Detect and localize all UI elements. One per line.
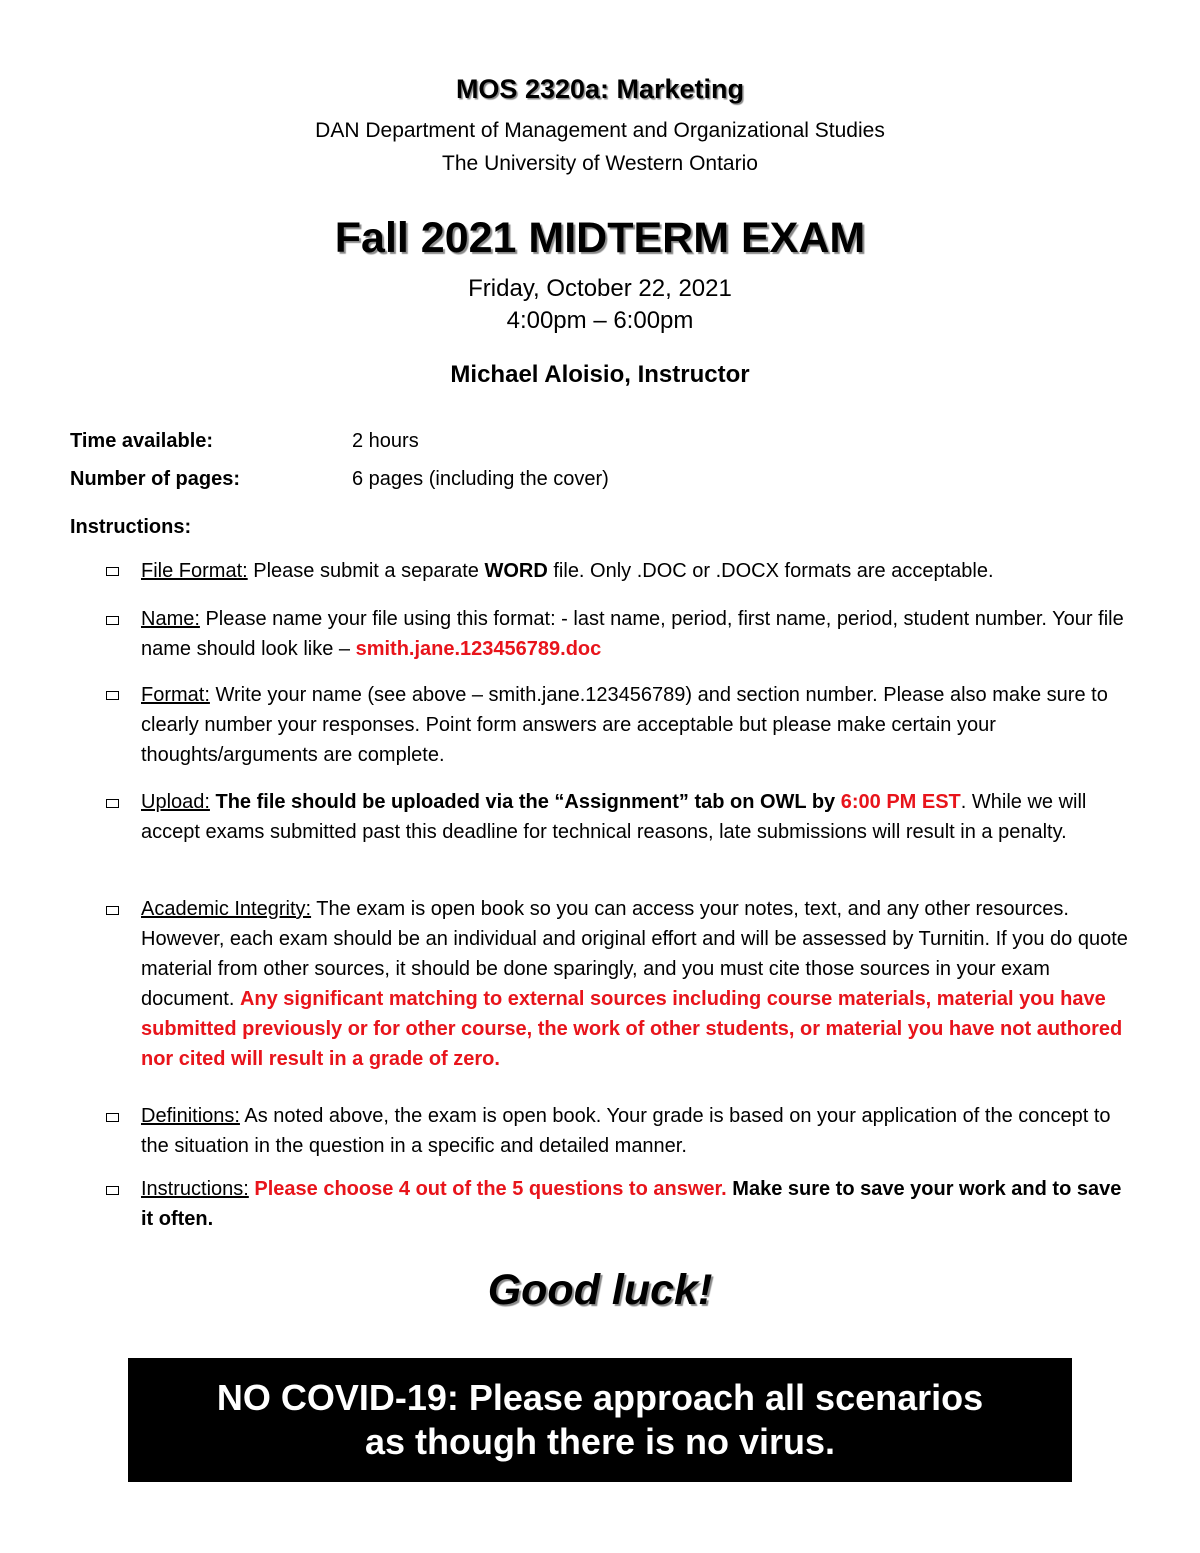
- exam-date: Friday, October 22, 2021: [468, 275, 732, 302]
- item-label: Upload:: [141, 791, 210, 813]
- checkbox-bullet-icon: [106, 1186, 119, 1195]
- university-name: The University of Western Ontario: [442, 152, 758, 175]
- time-available-label: Time available:: [70, 430, 214, 452]
- checkbox-bullet-icon: [106, 799, 119, 808]
- instruction-file-format: [141, 556, 1131, 586]
- checkbox-bullet-icon: [106, 1113, 119, 1122]
- choose-questions-text: Please choose 4 out of the 5 questions to answer.: [254, 1178, 727, 1200]
- department-name: DAN Department of Management and Organizational Studies: [315, 119, 885, 142]
- banner-line-2: as though there is no virus.: [364, 1421, 836, 1462]
- checkbox-bullet-icon: [106, 906, 119, 915]
- filename-example: smith.jane.123456789.doc: [355, 638, 602, 660]
- time-available-value: 2 hours: [352, 430, 419, 452]
- item-text: As noted above, the exam is open book. Your grade is based on your application of the concept to the situation in the question in a specific and detailed manner.: [141, 1105, 1111, 1157]
- number-of-pages-label: Number of pages:: [70, 468, 241, 490]
- item-label: Instructions:: [141, 1178, 249, 1200]
- item-text: The exam is open book so you can access your notes, text, and any other resources. However, each exam should be an individual and original effort and will be assessed by Turnitin. If you do quote material from other sources, it should be done sparingly, and you must cite those sources in your exam document.: [141, 898, 1128, 1010]
- item-text: . While we will accept exams submitted past this deadline for technical reasons, late submissions will result in a penalty.: [141, 791, 1087, 843]
- item-text-bold: WORD: [484, 560, 548, 582]
- instruction-upload: [141, 787, 1131, 847]
- instruction-choose-questions: [141, 1174, 1131, 1234]
- item-text: Write your name (see above – smith.jane.123456789) and section number. Please also make sure to clearly number your responses. Point form answers are acceptable but please make certain your thoughts/arguments are complete.: [141, 684, 1108, 766]
- instructor-name: Michael Aloisio, Instructor: [450, 361, 750, 388]
- number-of-pages-value: 6 pages (including the cover): [352, 468, 609, 490]
- checkbox-bullet-icon: [106, 616, 119, 625]
- banner-line-1: NO COVID-19: Please approach all scenarios: [216, 1377, 984, 1418]
- checkbox-bullet-icon: [106, 691, 119, 700]
- item-label: File Format:: [141, 560, 248, 582]
- checkbox-bullet-icon: [106, 567, 119, 576]
- instructions-heading: Instructions:: [70, 516, 192, 538]
- upload-deadline: 6:00 PM EST: [840, 791, 961, 813]
- item-label: Academic Integrity:: [141, 898, 312, 920]
- exam-time: 4:00pm – 6:00pm: [506, 307, 694, 334]
- instruction-academic-integrity: [141, 894, 1131, 1074]
- item-text: Please name your file using this format: - last name, period, first name, period, student number. Your file name should look like –: [141, 608, 1124, 660]
- item-text-bold: Make sure to save your work and to save it often.: [141, 1178, 1122, 1230]
- good-luck-message: Good luck!: [487, 1266, 713, 1314]
- exam-title: Fall 2021 MIDTERM EXAM: [334, 214, 866, 262]
- instruction-format: [141, 680, 1131, 770]
- integrity-warning: Any significant matching to external sources including course materials, material you have submitted previously or for other course, the work of other students, or material you have not authored nor cited will result in a grade of zero.: [141, 988, 1123, 1070]
- instruction-definitions: [141, 1101, 1131, 1161]
- item-label: Format:: [141, 684, 210, 706]
- item-text: Please submit a separate: [247, 560, 485, 582]
- covid-notice-banner: [128, 1358, 1072, 1482]
- item-text: file. Only .DOC or .DOCX formats are acceptable.: [547, 560, 994, 582]
- item-label: Definitions:: [141, 1105, 240, 1127]
- course-title: MOS 2320a: Marketing: [455, 74, 745, 104]
- item-label: Name:: [141, 608, 200, 630]
- item-text-bold: The file should be uploaded via the “Assignment” tab on OWL by: [209, 791, 841, 813]
- instruction-name: [141, 604, 1131, 664]
